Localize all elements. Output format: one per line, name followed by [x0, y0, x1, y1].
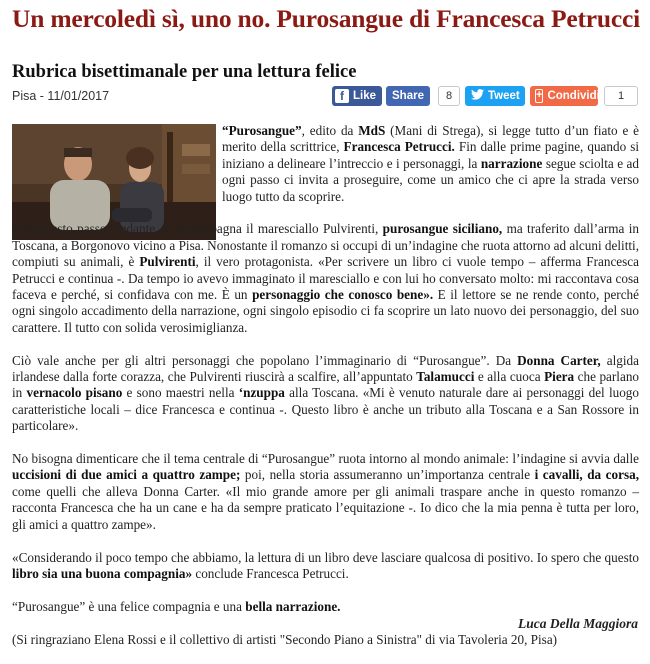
bold-text: purosangue siciliano,	[382, 221, 503, 237]
facebook-like-button[interactable]	[332, 86, 382, 106]
bold-text: vernacolo pisano	[26, 385, 123, 401]
article-author: Luca Della Maggiora	[518, 616, 638, 631]
text-run: Con questo passo, andante, si accompagna il maresciallo Pulvirenti,	[12, 221, 383, 237]
share-count-badge: 8	[438, 86, 460, 106]
bold-text: ‘nzuppa	[238, 385, 285, 401]
bold-text: libro sia una buona compagnia»	[12, 565, 193, 581]
article-title: Un mercoledì sì, uno no. Purosangue di Francesca Petrucci	[12, 4, 640, 33]
bold-text: i cavalli, da corsa,	[534, 467, 640, 483]
text-run: , il vero protagonista. «Per scrivere un libro ci vuole tempo – afferma Francesca Petrucci e continua -. Da tempo io avevo immaginato il maresciallo e con lui ho conversato molto: mi raccontava cosa faceva e perché, si confidava con me. È un	[12, 254, 639, 303]
article-paragraph	[12, 599, 639, 615]
bold-text: Pulvirenti	[139, 254, 196, 270]
bold-text: narrazione	[480, 155, 543, 171]
facebook-icon: f	[335, 89, 349, 103]
text-run: che parlano in	[12, 369, 640, 401]
bold-text: “Purosangue”	[222, 123, 302, 138]
text-run: poi, nella storia assumeranno un’importanza centrale	[240, 467, 535, 483]
facebook-share-button[interactable]	[386, 86, 430, 106]
article-paragraph	[12, 550, 639, 583]
bold-text: Donna Carter,	[517, 352, 601, 368]
bold-text: Piera	[544, 369, 575, 385]
article-subtitle: Rubrica bisettimanale per una lettura felice	[12, 62, 357, 82]
text-run: (Si ringraziano Elena Rossi e il collettivo di artisti "Secondo Piano a Sinistra" di via Tavoleria 20, Pisa)	[12, 631, 558, 647]
text-run: e alla cuoca	[474, 369, 545, 385]
article-paragraph	[12, 451, 639, 533]
condividi-label: Condividi	[547, 90, 600, 102]
bold-text: Francesca Petrucci.	[343, 139, 455, 155]
twitter-bird-icon	[471, 89, 484, 103]
tweet-label: Tweet	[488, 90, 520, 102]
text-run: segue sciolta e ad ogni passo ci invita a proseguire, come un amico che ci apre la strada verso luogo tutto da scoprire.	[222, 155, 639, 204]
condividi-count-badge: 1	[604, 86, 638, 106]
condividi-button[interactable]	[530, 86, 598, 106]
text-run: alla Toscana. «Mi è venuto naturale dare ai personaggi del luogo caratteristiche locali – dice Francesca e continua -. Questo libro è anche un tributo alla Toscana e a San Rossore in particolare».	[12, 385, 639, 434]
like-label: Like	[353, 90, 377, 102]
article-body	[12, 123, 639, 664]
article-paragraph	[12, 221, 639, 336]
share-label: Share	[392, 90, 424, 102]
text-run: , edito da	[301, 123, 359, 138]
article-paragraph	[12, 353, 639, 435]
article-location-date: Pisa - 11/01/2017	[12, 89, 110, 103]
article-paragraph	[12, 123, 639, 205]
text-run: No bisogna dimenticare che il tema centrale di “Purosangue” ruota intorno al mondo animale: l’indagine si avvia dalle	[12, 451, 639, 467]
text-run: conclude Francesca Petrucci.	[192, 565, 349, 581]
text-run: algida irlandese dalla forte corazza, che Pulvirenti riuscirà a scalfire, all’appuntato	[12, 352, 639, 385]
bold-text: MdS	[358, 123, 386, 138]
bold-text: Talamucci	[416, 369, 475, 385]
text-run: come quelli che alleva Donna Carter. «Il mio grande amore per gli animali traspare anche in questo romanzo – racconta Francesca che ha un cane e ha da sempre praticato l’equitazione -. Io dico che la mia penna è tutta per loro, gli amici a quattro zampe».	[12, 483, 639, 532]
text-run: ma traferito dall’arma in Toscana, a Borgonovo vicino a Pisa. Nonostante il romanzo si occupi di un’indagine che ruota attorno ad alcuni delitti, compiuti su animali, è	[12, 221, 640, 270]
bold-text: bella narrazione.	[245, 598, 341, 614]
bold-text: uccisioni di due amici a quattro zampe;	[12, 467, 241, 483]
text-run: E il lettore se ne rende conto, perché ogni singolo accadimento della narrazione, ogni singolo episodio ci fa scoprire un lato nuovo dei personaggio, del suo carattere. Il tutto con solida verosimiglianza.	[12, 287, 639, 335]
tweet-button[interactable]	[465, 86, 525, 106]
bold-text: personaggio che conosco bene».	[252, 287, 434, 303]
text-run: Ciò vale anche per gli altri personaggi che popolano l’immaginario di “Purosangue”. Da	[12, 352, 518, 368]
text-run: (Mani di Strega), si legge tutto d’un fiato e è merito della scrittrice,	[222, 123, 639, 155]
text-run: Fin dalle prime pagine, quando si iniziano a delineare l’intreccio e i personaggi, la	[222, 139, 640, 171]
text-run: e sono maestri nella	[122, 385, 239, 401]
article-paragraph	[12, 632, 639, 648]
text-run: «Considerando il poco tempo che abbiamo, la lettura di un libro deve lasciare qualcosa di positivo. Io spero che questo	[12, 549, 639, 565]
plus-icon: +	[536, 89, 543, 101]
text-run: “Purosangue” è una felice compagnia e una	[12, 598, 246, 614]
